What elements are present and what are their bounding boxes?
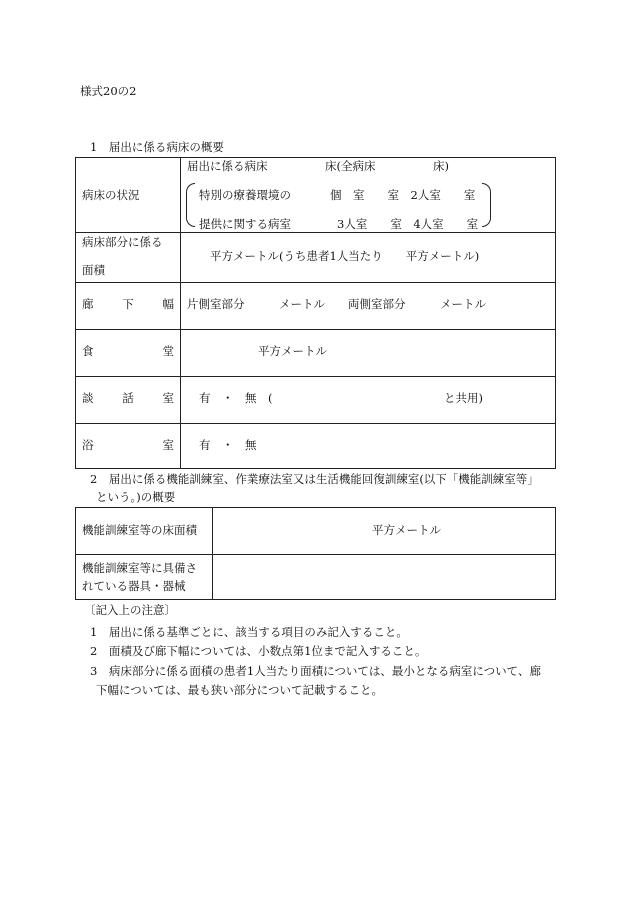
corridor-value: 片側室部分 メートル 両側室部分 メートル [187, 297, 486, 311]
bed-status-label: 病床の状況 [82, 188, 140, 202]
area-label-line2: 面積 [82, 263, 105, 277]
provided-room-label: 提供に関する病室 [199, 217, 291, 231]
corridor-label: 廊 下 幅 [82, 297, 174, 311]
dining-label: 食 堂 [82, 344, 174, 358]
area-label-line1: 病床部分に係る [82, 235, 163, 249]
note-item-1: 1 届出に係る基準ごとに、該当する項目のみ記入すること。 [90, 625, 408, 639]
lounge-label: 談 話 室 [82, 391, 174, 405]
floor-area-value: 平方メートル [372, 523, 441, 537]
special-room-counts: 個 室 室 2人室 室 [330, 188, 476, 202]
left-bracket [186, 183, 195, 227]
note-item-2: 2 面積及び廊下幅については、小数点第1位まで記入すること。 [90, 644, 427, 658]
bath-label: 浴 室 [82, 438, 174, 452]
bath-value: 有 ・ 無 [199, 438, 257, 452]
dining-value: 平方メートル [258, 344, 327, 358]
right-bracket [482, 183, 491, 227]
floor-area-label: 機能訓練室等の床面積 [82, 523, 197, 537]
notes-title: 〔記入上の注意〕 [84, 603, 176, 617]
section2-heading-line1: 2 届出に係る機能訓練室、作業療法室又は生活機能回復訓練室(以下「機能訓練室等」 [90, 472, 539, 486]
area-value: 平方メートル(うち患者1人当たり 平方メートル) [210, 249, 480, 263]
note-item-3: 3 病床部分に係る面積の患者1人当たり面積については、最小となる病室について、廊 [90, 664, 541, 678]
form-code: 様式20の2 [80, 84, 137, 98]
section1-heading: 1 届出に係る病床の概要 [90, 140, 224, 154]
equipment-label-line1: 機能訓練室等に具備さ [82, 561, 197, 575]
lounge-shared-suffix: と共用) [444, 391, 483, 405]
lounge-value: 有 ・ 無 ( [199, 391, 273, 405]
note-item-3-continued: 下幅については、最も狭い部分について記載すること。 [96, 683, 384, 697]
provided-room-counts: 3人室 室 4人室 室 [337, 217, 479, 231]
equipment-label-line2: れている器具・器械 [82, 579, 186, 593]
special-room-label: 特別の療養環境の [199, 188, 291, 202]
section2-heading-line2: という。)の概要 [96, 490, 176, 504]
beds-line: 届出に係る病床 床(全病床 床) [187, 159, 449, 173]
